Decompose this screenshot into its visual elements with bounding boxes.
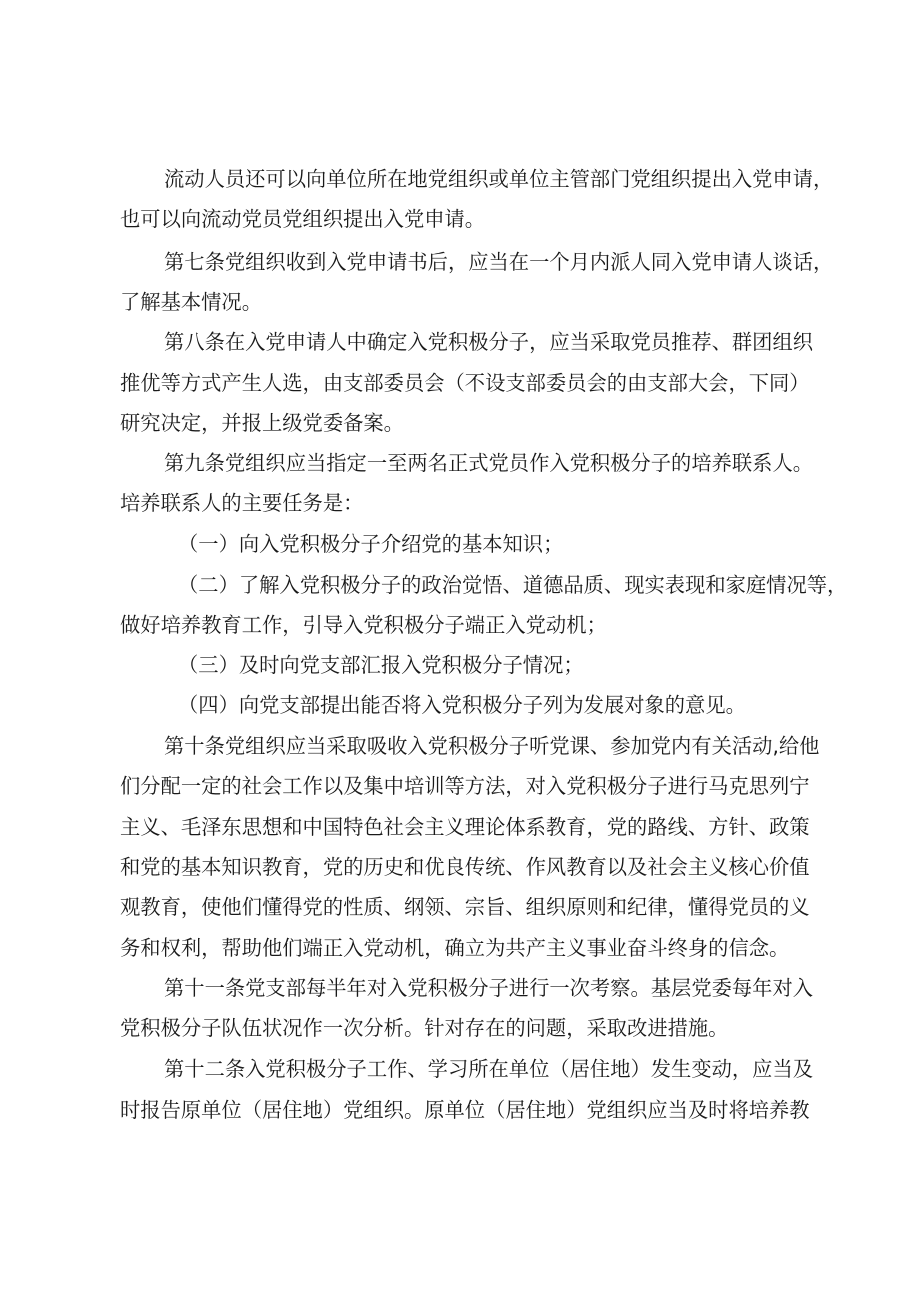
text-line: 第十一条党支部每半年对入党积极分子进行一次考察。基层党委每年对入: [164, 976, 814, 1000]
text-line: 和党的基本知识教育，党的历史和优良传统、作风教育以及社会主义核心价值: [120, 855, 810, 879]
text-line: 务和权利，帮助他们端正入党动机，确立为共产主义事业奋斗终身的信念。: [120, 936, 790, 960]
text-line: 第十条党组织应当采取吸收入党积极分子听党课、参加党内有关活动,给他: [164, 734, 820, 758]
text-line: 党积极分子队伍状况作一次分析。针对存在的问题，采取改进措施。: [120, 1016, 729, 1040]
text-line: 推优等方式产生人选，由支部委员会（不设支部委员会的由支部大会，下同）: [120, 371, 810, 395]
text-line: 做好培养教育工作，引导入党积极分子端正入党动机；: [120, 613, 607, 637]
text-line: 时报告原单位（居住地）党组织。原单位（居住地）党组织应当及时将培养教: [120, 1098, 810, 1122]
text-line: 也可以向流动党员党组织提出入党申请。: [120, 207, 486, 231]
text-line: 第七条党组织收到入党申请书后，应当在一个月内派人同入党申请人谈话，: [164, 250, 834, 274]
text-line: （三）及时向党支部汇报入党积极分子情况；: [178, 653, 584, 677]
text-line: 了解基本情况。: [120, 290, 262, 314]
text-line: （二）了解入党积极分子的政治觉悟、道德品质、现实表现和家庭情况等，: [178, 573, 848, 597]
text-line: 第八条在入党申请人中确定入党积极分子，应当采取党员推荐、群团组织: [164, 330, 814, 354]
text-line: 第十二条入党积极分子工作、学习所在单位（居住地）发生变动，应当及: [164, 1057, 814, 1081]
text-line: （四）向党支部提出能否将入党积极分子列为发展对象的意见。: [178, 693, 746, 717]
text-line: 流动人员还可以向单位所在地党组织或单位主管部门党组织提出入党申请，: [164, 167, 834, 191]
text-line: 主义、毛泽东思想和中国特色社会主义理论体系教育，党的路线、方针、政策: [120, 815, 810, 839]
text-line: 培养联系人的主要任务是：: [120, 491, 364, 515]
text-line: （一）向入党积极分子介绍党的基本知识；: [178, 532, 564, 556]
text-line: 们分配一定的社会工作以及集中培训等方法，对入党积极分子进行马克思列宁: [120, 774, 810, 798]
text-line: 研究决定，并报上级党委备案。: [120, 411, 404, 435]
text-line: 观教育，使他们懂得党的性质、纲领、宗旨、组织原则和纪律，懂得党员的义: [120, 895, 810, 919]
text-line: 第九条党组织应当指定一至两名正式党员作入党积极分子的培养联系人。: [164, 451, 814, 475]
